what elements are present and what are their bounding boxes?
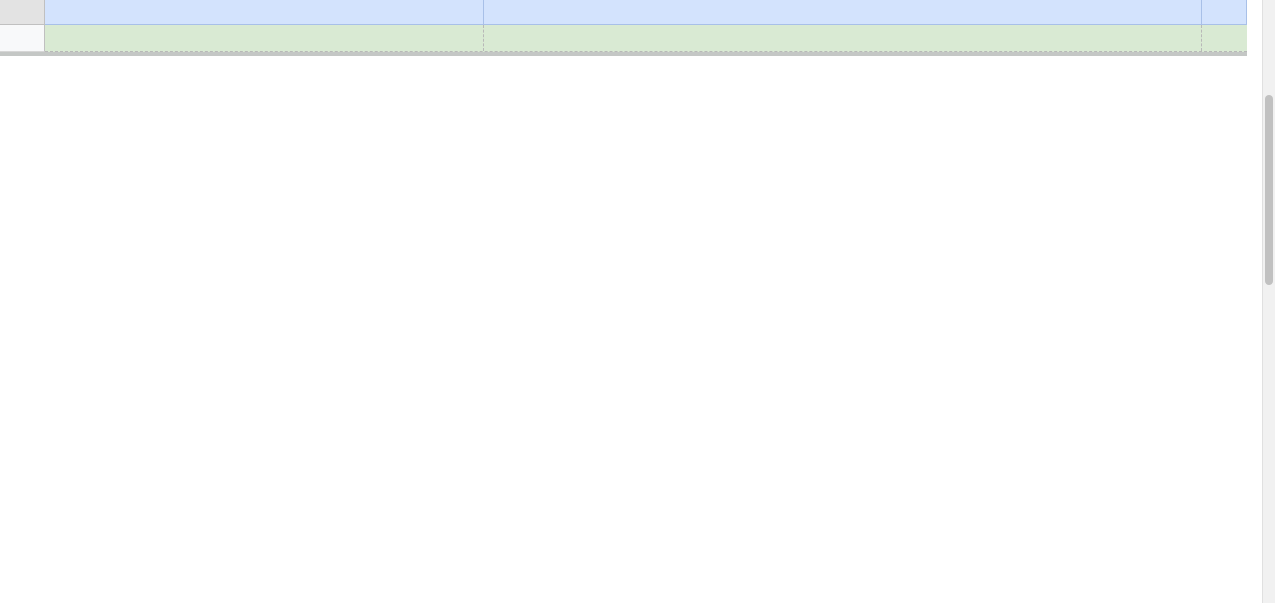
freeze-divider[interactable] bbox=[0, 52, 1262, 56]
scrollbar-thumb[interactable] bbox=[1265, 95, 1273, 285]
grid-right-margin bbox=[1247, 25, 1262, 603]
row-header[interactable] bbox=[0, 25, 45, 52]
header-cell-skills[interactable] bbox=[45, 25, 484, 51]
column-header-c[interactable] bbox=[1202, 0, 1247, 25]
column-header-a[interactable] bbox=[45, 0, 484, 25]
header-cell-how-to-check[interactable] bbox=[484, 25, 1202, 51]
vertical-scrollbar[interactable] bbox=[1262, 0, 1275, 603]
header-row bbox=[45, 25, 1247, 52]
column-header-b[interactable] bbox=[484, 0, 1202, 25]
select-all-corner[interactable] bbox=[0, 0, 45, 25]
header-cell-c[interactable] bbox=[1202, 25, 1247, 51]
